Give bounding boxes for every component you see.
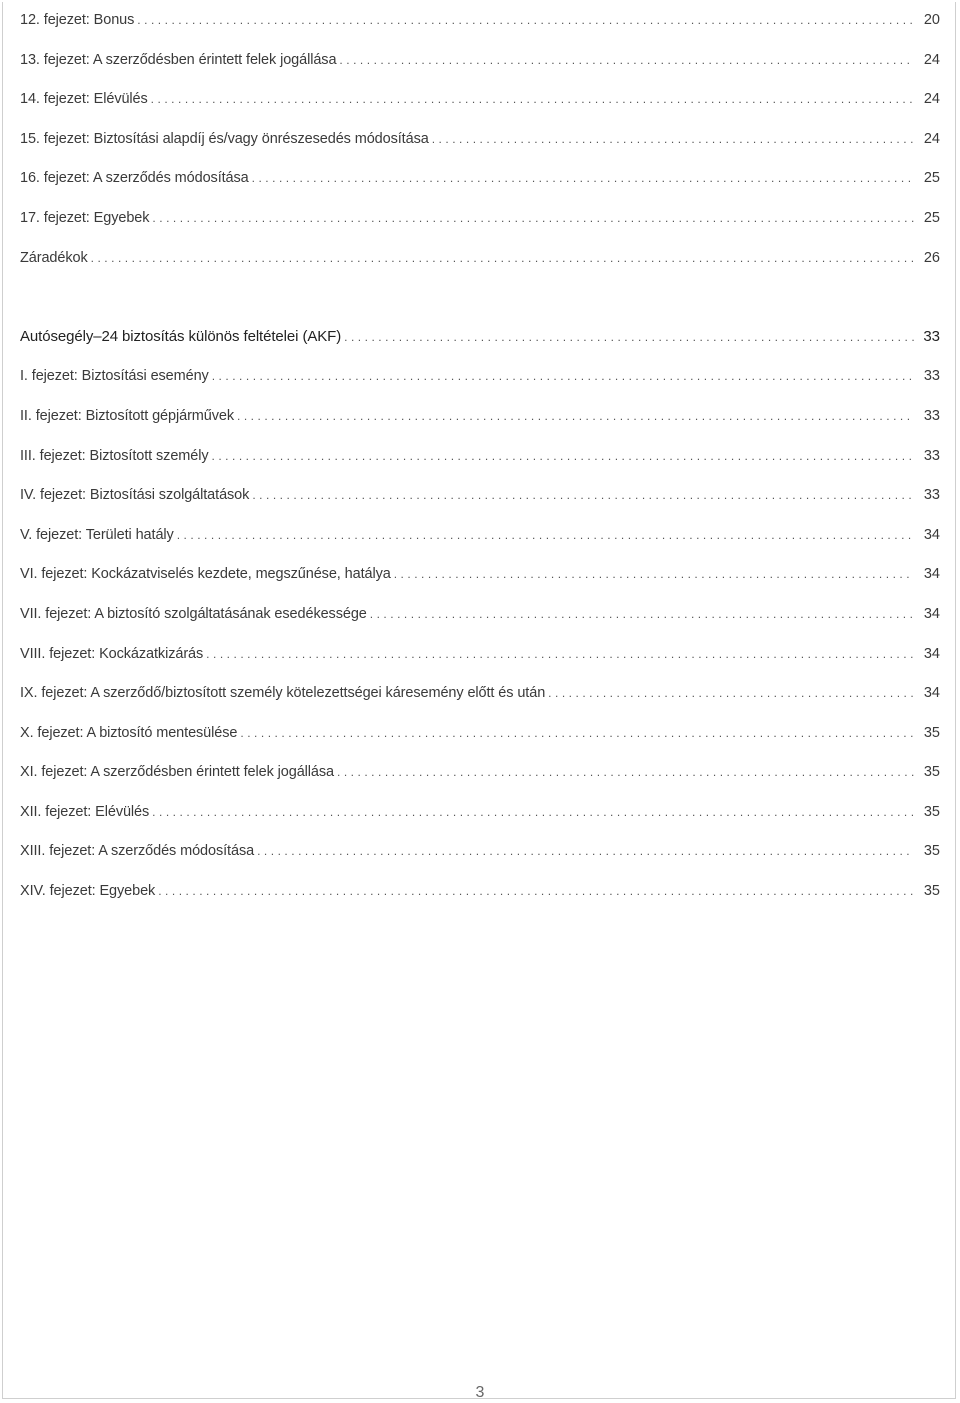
dot-leader bbox=[249, 169, 914, 187]
toc-section-title: Autósegély–24 biztosítás különös feltételei (AKF) bbox=[20, 327, 342, 345]
dot-leader bbox=[149, 209, 914, 227]
toc-entry-x[interactable] bbox=[20, 724, 940, 764]
toc-entry-page: 33 bbox=[923, 407, 940, 424]
toc-entry-page: 20 bbox=[923, 12, 940, 28]
toc-entry-title: 12. fejezet: Bonus bbox=[20, 12, 135, 28]
toc-entry-zaradekok[interactable] bbox=[20, 249, 940, 289]
page-number: 3 bbox=[475, 1384, 485, 1401]
toc-entry-page: 34 bbox=[923, 605, 940, 622]
toc-entry-title: VIII. fejezet: Kockázatkizárás bbox=[20, 645, 204, 662]
toc-entry-title: XII. fejezet: Elévülés bbox=[20, 803, 150, 820]
dot-leader bbox=[155, 882, 914, 900]
toc-entry-title: VI. fejezet: Kockázatviselés kezdete, megszűnése, hatálya bbox=[20, 566, 391, 583]
dot-leader bbox=[429, 130, 914, 148]
toc-entry-page: 26 bbox=[923, 249, 940, 266]
dot-leader bbox=[174, 526, 914, 544]
toc-entry-page: 33 bbox=[923, 487, 940, 504]
toc-entry-xiii[interactable] bbox=[20, 842, 940, 882]
dot-leader bbox=[134, 11, 914, 29]
toc-entry-title: X. fejezet: A biztosító mentesülése bbox=[20, 724, 238, 741]
toc-entry-title: III. fejezet: Biztosított személy bbox=[20, 447, 209, 464]
dot-leader bbox=[88, 249, 914, 267]
dot-leader bbox=[249, 486, 914, 504]
toc-entry-15[interactable] bbox=[20, 130, 940, 170]
section-spacer bbox=[20, 288, 940, 328]
toc-entry-17[interactable] bbox=[20, 209, 940, 249]
dot-leader bbox=[391, 565, 914, 583]
toc-entry-page: 34 bbox=[923, 645, 940, 662]
dot-leader bbox=[149, 803, 914, 821]
toc-entry-title: XIII. fejezet: A szerződés módosítása bbox=[20, 843, 255, 860]
toc-entry-page: 35 bbox=[923, 843, 940, 860]
toc-entry-title: XIV. fejezet: Egyebek bbox=[20, 883, 156, 900]
toc-entry-i[interactable] bbox=[20, 367, 940, 407]
toc-entry-page: 35 bbox=[923, 724, 940, 741]
toc-entry-v[interactable] bbox=[20, 526, 940, 566]
toc-entry-viii[interactable] bbox=[20, 645, 940, 685]
toc-entry-page: 34 bbox=[923, 526, 940, 543]
toc-entry-xii[interactable] bbox=[20, 803, 940, 843]
toc-entry-title: II. fejezet: Biztosított gépjárművek bbox=[20, 407, 234, 424]
toc-entry-title: 14. fejezet: Elévülés bbox=[20, 91, 148, 108]
toc-entry-title: Záradékok bbox=[20, 249, 88, 266]
toc-entry-title: 13. fejezet: A szerződésben érintett felek jogállása bbox=[20, 51, 337, 68]
dot-leader bbox=[209, 367, 914, 385]
dot-leader bbox=[234, 407, 914, 425]
toc-entry-page: 33 bbox=[923, 368, 940, 385]
toc-entry-title: 15. fejezet: Biztosítási alapdíj és/vagy önrészesedés módosítása bbox=[20, 130, 429, 147]
toc-entry-page: 24 bbox=[923, 91, 940, 108]
toc-entry-xiv[interactable] bbox=[20, 882, 940, 922]
toc-entry-iv[interactable] bbox=[20, 486, 940, 526]
toc-entry-14[interactable] bbox=[20, 90, 940, 130]
toc-entry-ix[interactable] bbox=[20, 684, 940, 724]
toc-entry-page: 35 bbox=[923, 883, 940, 900]
toc-entry-title: V. fejezet: Területi hatály bbox=[20, 526, 174, 543]
toc-entry-16[interactable] bbox=[20, 169, 940, 209]
dot-leader bbox=[148, 90, 914, 108]
dot-leader bbox=[334, 763, 914, 781]
toc-entry-xi[interactable] bbox=[20, 763, 940, 803]
toc-entry-title: 16. fejezet: A szerződés módosítása bbox=[20, 170, 249, 187]
dot-leader bbox=[209, 447, 915, 465]
toc-entry-page: 35 bbox=[923, 803, 940, 820]
toc-entry-ii[interactable] bbox=[20, 407, 940, 447]
toc-entry-page: 24 bbox=[923, 51, 940, 68]
dot-leader bbox=[367, 605, 914, 623]
toc-entry-vi[interactable] bbox=[20, 565, 940, 605]
toc-entry-page: 25 bbox=[923, 209, 940, 226]
dot-leader bbox=[545, 684, 914, 702]
dot-leader bbox=[336, 51, 914, 69]
toc-entry-page: 25 bbox=[923, 170, 940, 187]
toc-entry-title: IV. fejezet: Biztosítási szolgáltatások bbox=[20, 487, 250, 504]
table-of-contents bbox=[20, 11, 940, 922]
dot-leader bbox=[341, 328, 914, 346]
toc-entry-13[interactable] bbox=[20, 51, 940, 91]
toc-entry-page: 35 bbox=[923, 764, 940, 781]
toc-entry-page: 33 bbox=[923, 447, 940, 464]
dot-leader bbox=[203, 645, 914, 663]
dot-leader bbox=[237, 724, 914, 742]
toc-entry-12[interactable] bbox=[20, 11, 940, 51]
toc-section-page: 33 bbox=[923, 327, 940, 345]
dot-leader bbox=[254, 842, 914, 860]
toc-entry-title: IX. fejezet: A szerződő/biztosított személy kötelezettségei káresemény előtt és után bbox=[20, 685, 546, 702]
toc-entry-vii[interactable] bbox=[20, 605, 940, 645]
toc-entry-title: I. fejezet: Biztosítási esemény bbox=[20, 368, 209, 385]
toc-entry-page: 34 bbox=[923, 566, 940, 583]
toc-entry-page: 34 bbox=[923, 685, 940, 702]
toc-entry-title: 17. fejezet: Egyebek bbox=[20, 209, 150, 226]
toc-entry-title: VII. fejezet: A biztosító szolgáltatásának esedékessége bbox=[20, 605, 367, 622]
toc-entry-iii[interactable] bbox=[20, 447, 940, 487]
toc-entry-title: XI. fejezet: A szerződésben érintett felek jogállása bbox=[20, 764, 334, 781]
toc-section-heading[interactable] bbox=[20, 328, 940, 368]
toc-entry-page: 24 bbox=[923, 130, 940, 147]
